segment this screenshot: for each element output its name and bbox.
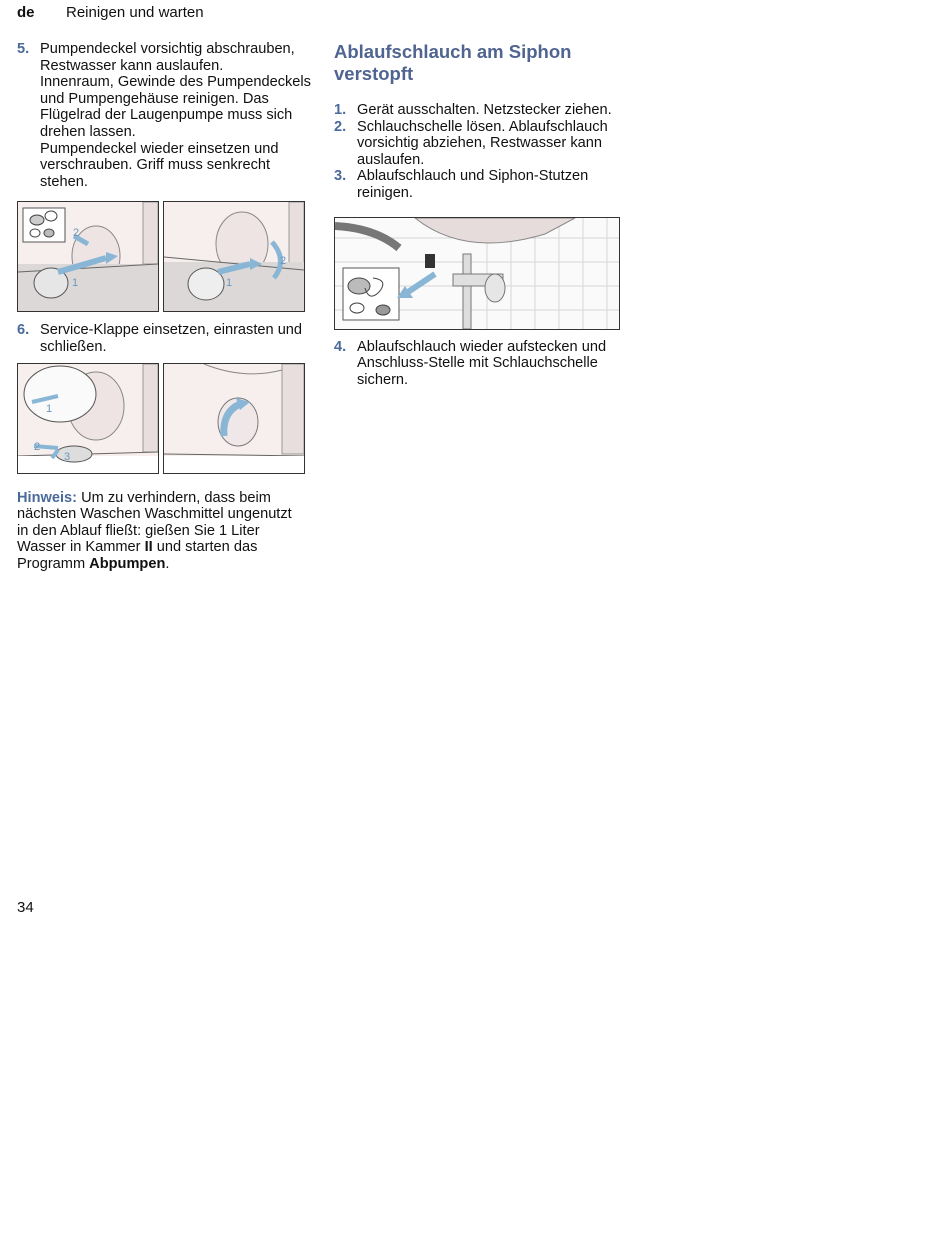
right-column xyxy=(334,41,634,388)
figure-callout: 2 xyxy=(280,255,287,268)
step-number: 1. xyxy=(334,102,347,118)
figure-service-flap-close xyxy=(163,363,305,474)
step-text: Pumpendeckel wieder einsetzen und verschrauben. Griff muss senkrecht stehen. xyxy=(40,140,279,190)
step-number: 3. xyxy=(334,168,347,185)
step-number: 2. xyxy=(334,118,347,135)
step-text: Ablaufschlauch wieder aufstecken und Anschluss-Stelle mit Schlauchschelle sichern. xyxy=(357,338,607,388)
figure-siphon xyxy=(334,217,620,330)
note-chamber: II xyxy=(144,539,153,556)
siphon-step-1 xyxy=(334,102,634,119)
left-column xyxy=(17,41,317,573)
figure-callout: 2 xyxy=(34,440,41,453)
step-number: 6. xyxy=(17,322,30,339)
step-text: Service-Klappe einsetzen, einrasten und schließen. xyxy=(40,322,303,355)
figure-pump-cover-removal xyxy=(17,201,159,312)
language-code: de xyxy=(17,4,35,21)
figure-callout: 1 xyxy=(72,277,79,290)
step-6 xyxy=(17,322,317,355)
note-program: Abpumpen xyxy=(89,555,166,572)
figure-row-pump xyxy=(17,201,317,312)
page-number: 34 xyxy=(17,899,34,916)
figure-callout: 2 xyxy=(73,227,80,240)
figure-service-flap-insert xyxy=(17,363,159,474)
section-heading: Ablaufschlauch am Siphon verstopft xyxy=(334,41,572,84)
step-number: 4. xyxy=(334,338,347,355)
note-text: Um zu verhindern, dass beim nächsten Waschen Waschmittel ungenutzt in den Ablauf fließt: gießen Sie 1 Liter Wasser in Kammer xyxy=(17,489,292,556)
note-label: Hinweis: xyxy=(17,489,78,506)
step-text: Gerät ausschalten. Netzstecker ziehen. xyxy=(357,102,612,118)
step-text: Ablaufschlauch und Siphon-Stutzen reinigen. xyxy=(357,168,589,201)
figure-callout: 3 xyxy=(64,450,71,463)
step-text: Schlauchschelle lösen. Ablaufschlauch vorsichtig abziehen, Restwasser kann auslaufen. xyxy=(357,118,608,168)
note-text: . xyxy=(165,555,170,572)
figure-row-service-flap xyxy=(17,363,317,474)
siphon-step-2 xyxy=(334,119,634,169)
page-header xyxy=(17,4,204,21)
note-block xyxy=(17,490,307,573)
figure-callout: 1 xyxy=(46,402,53,415)
note-text: und starten das Programm xyxy=(17,539,258,572)
step-text: Innenraum, Gewinde des Pumpendeckels und Pumpengehäuse reinigen. Das Flügelrad der Laugenpumpe muss sich drehen lassen. xyxy=(40,74,311,140)
figure-callout: 1 xyxy=(226,277,233,290)
siphon-step-3 xyxy=(334,168,634,201)
step-number: 5. xyxy=(17,41,30,57)
step-text: Pumpendeckel vorsichtig abschrauben, Restwasser kann auslaufen. xyxy=(40,41,295,74)
figure-pump-cover-insert xyxy=(163,201,305,312)
step-5 xyxy=(17,41,317,190)
siphon-step-4 xyxy=(334,339,634,389)
section-title: Reinigen und warten xyxy=(66,4,204,21)
